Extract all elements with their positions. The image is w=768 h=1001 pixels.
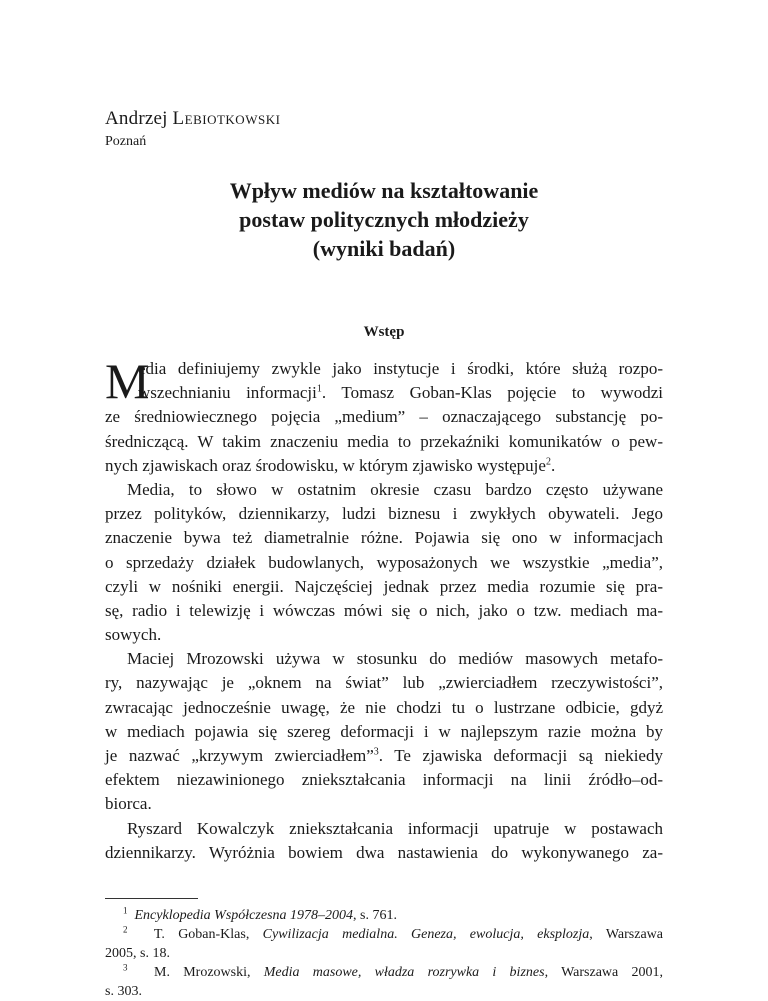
footnote-continuation: 2005, s. 18. [105,946,170,961]
title-line: (wyniki badań) [312,236,456,261]
author-name [105,108,280,130]
footnote: $^3$ M. Mrozowski, Media masowe, władza rozrywka i biznes, Warszawa 2001, [123,962,663,980]
article-title [105,176,663,263]
body-text [105,353,664,865]
body-line: edia definiujemy zwykle jako instytucje i środki, które służą rozpo- [138,359,663,378]
body-line: dziennikarzy. Wyróżnia bowiem dwa nastawienia do wykonywanego za- [105,842,663,862]
footnote: $^1$ Encyklopedia Współczesna 1978–2004, s. 761. [123,905,397,923]
footnote-continuation: s. 303. [105,984,142,999]
body-line: o sprzedaży działek budowlanych, wyposażonych we wszystkie „media”, [105,552,663,572]
body-line: sę, radio i telewizję i wówczas mówi się o nich, jako o tzw. mediach ma- [105,600,663,620]
author-affiliation: Poznań [105,134,147,149]
body-line: efektem niezawinionego zniekształcania informacji na linii źródło–od- [105,770,663,790]
body-line: przez polityków, dziennikarzy, ludzi biznesu i zwykłych obywateli. Jego [105,504,663,524]
body-line: Ryszard Kowalczyk zniekształcania informacji upatruje w postawach [127,818,663,838]
footnote-ref: 1 [316,383,322,395]
body-line: średniczącą. W takim znaczeniu media to przekaźniki komunikatów o pew- [105,431,663,451]
body-line: Media, to słowo w ostatnim okresie czasu bardzo często używane [127,479,663,499]
body-line: ry, nazywając je „oknem na świat” lub „zwierciadłem rzeczywistości”, [105,673,663,693]
body-line: w mediach pojawia się szereg deformacji i w najlepszym razie można by [105,721,663,741]
body-line: ze średniowiecznego pojęcia „medium” – oznaczającego substancję po- [105,407,663,427]
body-line: je nazwać „krzywym zwierciadłem”$^3$. Te zjawiska deformacji są niekiedy [105,746,663,765]
body-line: czyli w nośniki energii. Najczęściej jednak przez media rozumie się pra- [105,576,663,596]
footnote-number: 1 [123,905,128,916]
footnote-ref: 2 [545,456,551,468]
author-first-name: Andrzej [105,108,168,129]
body-line: nych zjawiskach oraz środowisku, w którym zjawisko występuje$^2$. [105,455,556,475]
title-line: Wpływ mediów na kształtowanie [229,178,539,203]
footnote-number: 2 [123,924,128,935]
dropcap-letter: M [105,353,150,409]
author-last-name: Lebiotkowski [172,108,281,129]
section-heading: Wstęp [363,324,405,340]
footnote-separator [105,898,198,899]
body-line: Maciej Mrozowski używa w stosunku do mediów masowych metafo- [127,649,663,669]
footnote-title: Cywilizacja medialna. Geneza, ewolucja, eksplozja [262,927,590,942]
footnote-title: Encyklopedia Współczesna 1978–2004 [134,908,354,923]
footnote-ref: 3 [373,746,379,758]
body-line: znaczenie bywa też diametralnie różne. Pojawia się ono w informacjach [105,528,663,548]
footnotes [105,906,663,1001]
title-line: postaw politycznych młodzieży [239,207,529,232]
body-line: sowych. [105,625,162,645]
footnote-number: 3 [123,962,128,973]
footnote-title: Media masowe, władza rozrywka i biznes [263,965,545,980]
footnote: $^2$ T. Goban-Klas, Cywilizacja medialna. Geneza, ewolucja, eksplozja, Warszawa [123,924,663,942]
body-line: biorca. [105,794,152,814]
body-line: wszechnianiu informacji$^1$. Tomasz Goban-Klas pojęcie to wywodzi [138,383,664,403]
body-line: zwracając jednocześnie uwagę, że nie chodzi tu o lustrzane odbicie, gdyż [105,697,663,717]
